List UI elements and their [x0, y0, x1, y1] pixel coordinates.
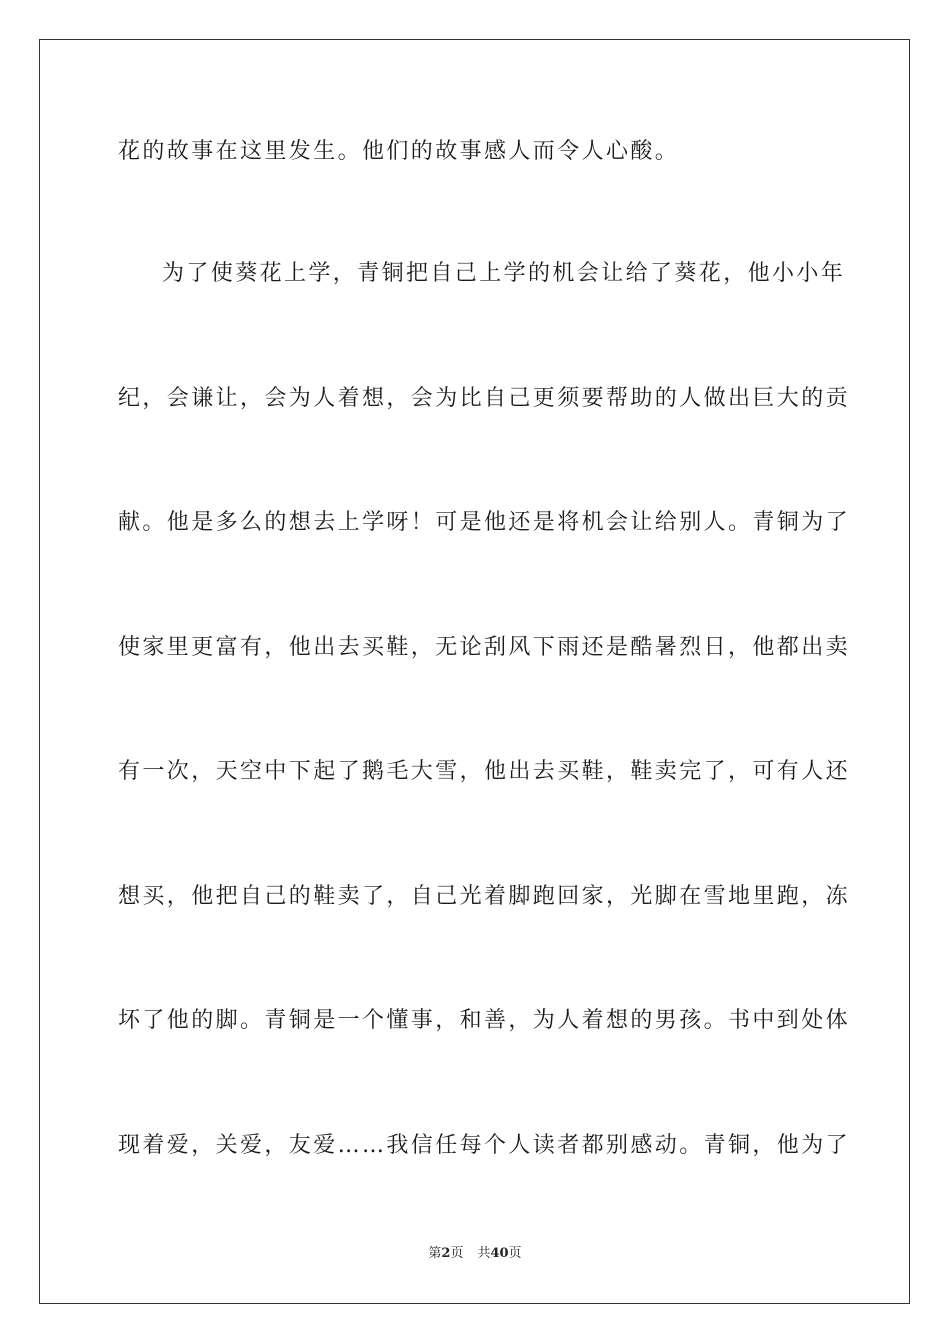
total-pages: 40: [490, 1246, 509, 1261]
page-suffix: 页: [450, 1246, 464, 1261]
page-border: [39, 39, 910, 1304]
paragraph-line-5: 使家里更富有，他出去买鞋，无论刮风下雨还是酷暑烈日，他都出卖: [118, 635, 851, 660]
total-suffix: 页: [508, 1246, 522, 1261]
page-number: 2: [441, 1246, 451, 1261]
paragraph-line-7: 想买，他把自己的鞋卖了，自己光着脚跑回家，光脚在雪地里跑，冻: [118, 884, 851, 909]
paragraph-line-9: 现着爱，关爱，友爱……我信任每个人读者都别感动。青铜，他为了: [118, 1133, 851, 1158]
total-prefix: 共: [477, 1246, 491, 1261]
paragraph-line-8: 坏了他的脚。青铜是一个懂事，和善，为人着想的男孩。书中到处体: [118, 1008, 851, 1033]
paragraph-line-6: 有一次，天空中下起了鹅毛大雪，他出去买鞋，鞋卖完了，可有人还: [118, 759, 851, 784]
page-prefix: 第: [428, 1246, 442, 1261]
paragraph-line-3: 纪，会谦让，会为人着想，会为比自己更须要帮助的人做出巨大的贡: [118, 386, 851, 411]
paragraph-line-2: 为了使葵花上学，青铜把自己上学的机会让给了葵花，他小小年: [162, 261, 846, 286]
page-footer: [0, 1244, 950, 1264]
paragraph-line-1: 花的故事在这里发生。他们的故事感人而令人心酸。: [118, 139, 680, 164]
paragraph-line-4: 献。他是多么的想去上学呀！可是他还是将机会让给别人。青铜为了: [118, 510, 851, 535]
